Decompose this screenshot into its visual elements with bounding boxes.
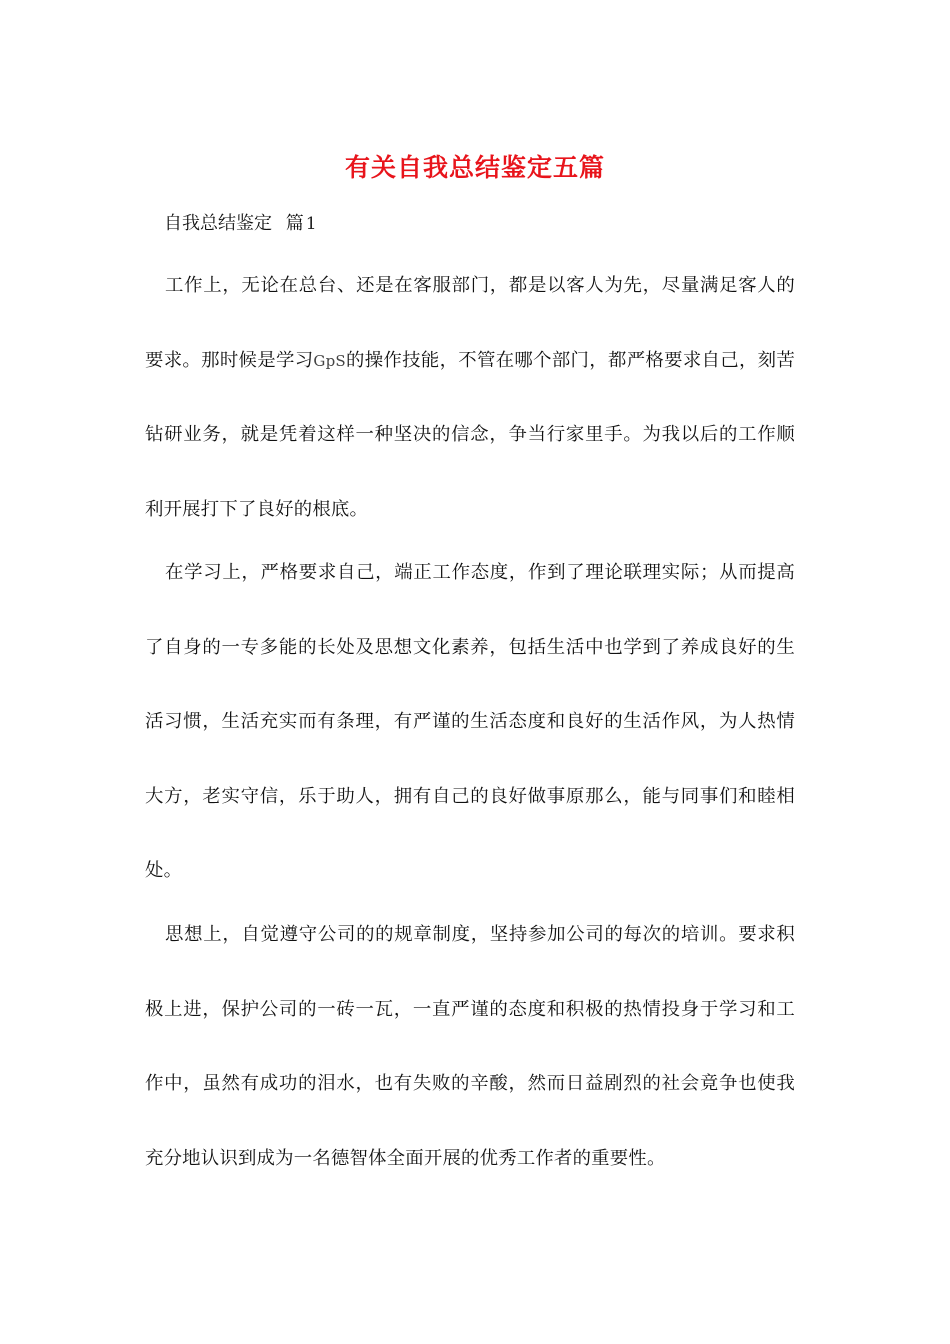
document-title: 有关自我总结鉴定五篇 [344,153,605,182]
paragraph-work-gps: GpS [313,351,346,370]
section-heading-label: 自我总结鉴定 [164,213,272,234]
section-heading-part: 篇 [285,213,304,234]
section-heading-number: 1 [305,214,317,234]
paragraph-work-text-2: 的操作技能，不管在哪个部门，都严格要求自己，刻苦钻研业务，就是凭着这样一种坚决的信念，争当行家里手。为我以后的工作顺利开展打下了良好的根底。 [145,349,795,520]
paragraph-work-text-1: 工作上，无论在总台、还是在客服部门，都是以客人为先，尽量满足客人的要求。那时候是学习 [145,275,795,371]
section-heading [164,210,317,238]
paragraph-study: 在学习上，严格要求自己，端正工作态度，作到了理论联理实际；从而提高了自身的一专多能的长处及思想文化素养，包括生活中也学到了养成良好的生活习惯，生活充实而有条理，有严谨的生活态度和良好的生活作风，为人热情大方，老实守信，乐于助人，拥有自己的良好做事原那么，能与同事们和睦相处。 [145,562,795,881]
paragraph-work [145,249,795,547]
paragraph-thought: 思想上，自觉遵守公司的的规章制度，坚持参加公司的每次的培训。要求积极上进，保护公司的一砖一瓦，一直严谨的态度和积极的热情投身于学习和工作中，虽然有成功的泪水，也有失败的辛酸，然而日益剧烈的社会竟争也使我充分地认识到成为一名德智体全面开展的优秀工作者的重要性。 [145,924,795,1169]
